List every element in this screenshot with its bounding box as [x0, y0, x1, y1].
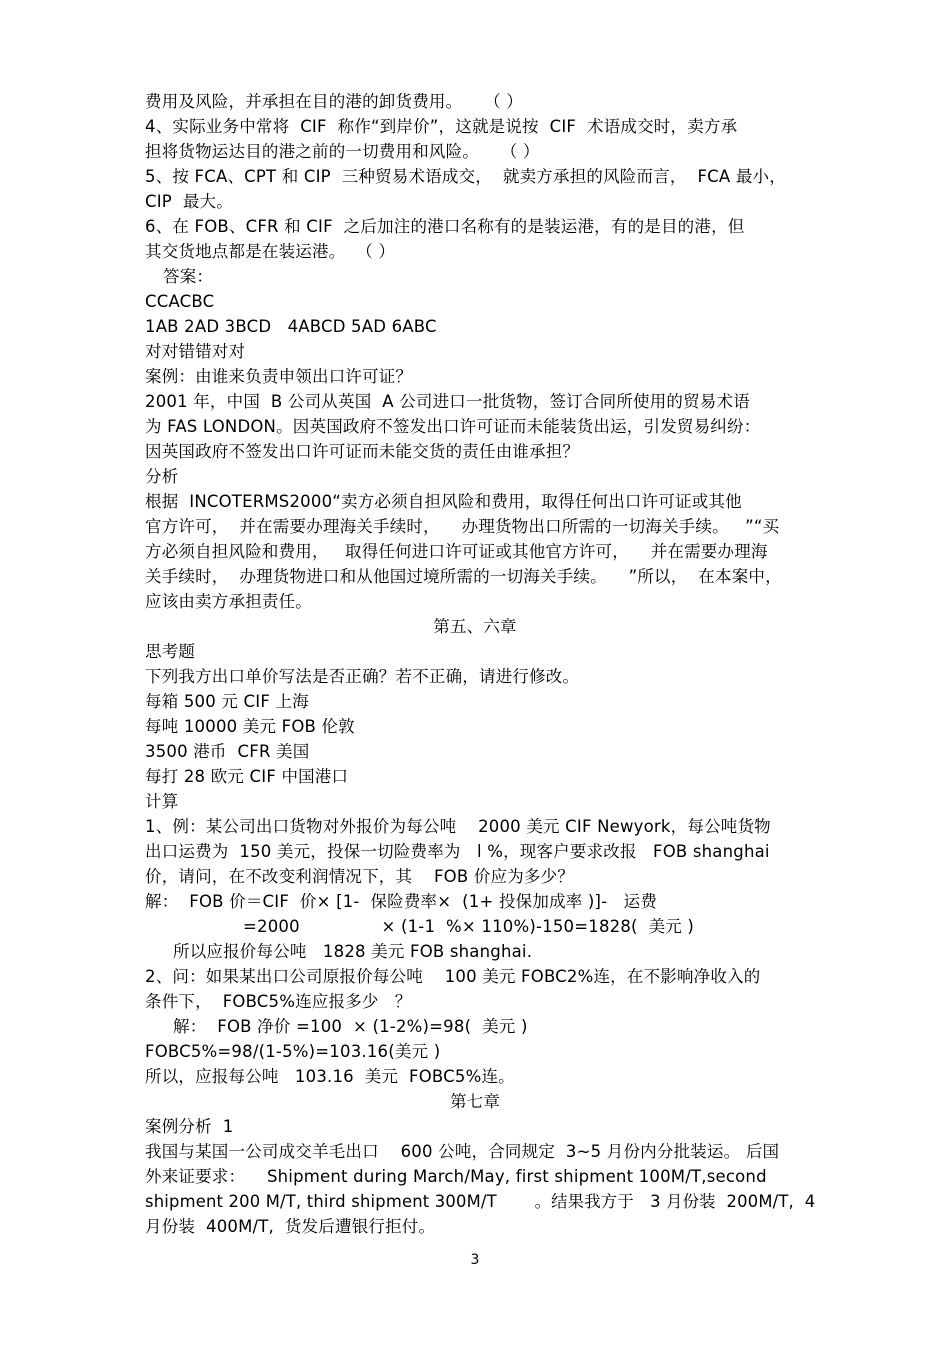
text-line: 月份装 400M/T, 货发后遭银行拒付。: [145, 1217, 436, 1236]
text-line: 5、按 FCA、CPT 和 CIP 三种贸易术语成交， 就卖方承担的风险而言， FCA 最小，: [145, 167, 786, 186]
text-line: 4、实际业务中常将 CIF 称作“到岸价”，这就是说按 CIF 术语成交时，卖方承: [145, 117, 738, 136]
text-line: 为 FAS LONDON。因英国政府不签发出口许可证而未能装货出运，引发贸易纠纷：: [145, 417, 761, 436]
text-line: 3500 港币 CFR 美国: [145, 742, 310, 761]
page-number: 3: [470, 1252, 480, 1268]
text-line: 外来证要求： Shipment during March/May, first shipment 100M/T,second: [145, 1167, 767, 1186]
text-line: 条件下， FOBC5%连应报多少 ？: [145, 992, 412, 1011]
chapter-heading: 第七章: [449, 1092, 501, 1111]
text-line: CCACBC: [145, 292, 215, 311]
text-line: 根据 INCOTERMS2000“卖方必须自担风险和费用，取得任何出口许可证或其他: [145, 492, 742, 511]
text-line: 每箱 500 元 CIF 上海: [145, 692, 309, 711]
text-line: 每吨 10000 美元 FOB 伦敦: [145, 717, 355, 736]
text-line: 所以，应报每公吨 103.16 美元 FOBC5%连。: [145, 1067, 515, 1086]
text-line: 1AB 2AD 3BCD 4ABCD 5AD 6ABC: [145, 317, 437, 336]
text-line: 1、例：某公司出口货物对外报价为每公吨 2000 美元 CIF Newyork，每公吨货物: [145, 817, 771, 836]
text-line: 对对错错对对: [145, 342, 246, 361]
section-heading: 思考题: [145, 642, 196, 661]
chapter-heading: 第五、六章: [433, 617, 517, 636]
text-line: 官方许可， 并在需要办理海关手续时， 办理货物出口所需的一切海关手续。 ”“买: [145, 517, 780, 536]
text-line: shipment 200 M/T, third shipment 300M/T 。结果我方于 3 月份装 200M/T, 4: [145, 1192, 816, 1211]
text-line: 其交货地点都是在装运港。 （ ）: [145, 242, 396, 261]
formula-line: FOBC5%=98/(1-5%)=103.16(美元 ): [145, 1042, 441, 1061]
formula-line: =2000 × (1-1 %× 110%)-150=1828( 美元 ): [243, 917, 695, 936]
text-line: 6、在 FOB、CFR 和 CIF 之后加注的港口名称有的是装运港，有的是目的港，但: [145, 217, 745, 236]
text-line: 因英国政府不签发出口许可证而未能交货的责任由谁承担？: [145, 442, 580, 461]
formula-line: 解： FOB 价＝CIF 价× [1- 保险费率× (1+ 投保加成率 )]- 运费: [145, 892, 658, 911]
text-line: 每打 28 欧元 CIF 中国港口: [145, 767, 349, 786]
text-line: 费用及风险，并承担在目的港的卸货费用。 （ ）: [145, 92, 523, 111]
text-line: 担将货物运达目的港之前的一切费用和风险。 （ ）: [145, 142, 540, 161]
text-line: CIP 最大。: [145, 192, 233, 211]
text-line: 2001 年，中国 B 公司从英国 A 公司进口一批货物，签订合同所使用的贸易术语: [145, 392, 750, 411]
text-line: 应该由卖方承担责任。: [145, 592, 312, 611]
text-line: 关手续时， 办理货物进口和从他国过境所需的一切海关手续。 ”所以， 在本案中，: [145, 567, 782, 586]
text-line: 下列我方出口单价写法是否正确？若不正确，请进行修改。: [145, 667, 580, 686]
text-line: 价，请问，在不改变利润情况下，其 FOB 价应为多少？: [145, 867, 575, 886]
section-heading: 案例分析 1: [145, 1117, 234, 1136]
text-line: 2、问：如果某出口公司原报价每公吨 100 美元 FOBC2%连，在不影响净收入的: [145, 967, 761, 986]
answer-heading: 答案：: [163, 267, 214, 286]
analysis-heading: 分析: [145, 467, 179, 486]
section-heading: 计算: [145, 792, 179, 811]
formula-line: 解： FOB 净价 =100 × (1-2%)=98( 美元 ): [173, 1017, 528, 1036]
text-line: 所以应报价每公吨 1828 美元 FOB shanghai.: [173, 942, 533, 961]
case-heading: 案例：由谁来负责申领出口许可证？: [145, 367, 413, 386]
text-line: 我国与某国一公司成交羊毛出口 600 公吨，合同规定 3~5 月份内分批装运。 后国: [145, 1142, 780, 1161]
text-line: 方必须自担风险和费用， 取得任何进口许可证或其他官方许可， 并在需要办理海: [145, 542, 768, 561]
text-line: 出口运费为 150 美元，投保一切险费率为 l %，现客户要求改报 FOB shanghai: [145, 842, 770, 861]
